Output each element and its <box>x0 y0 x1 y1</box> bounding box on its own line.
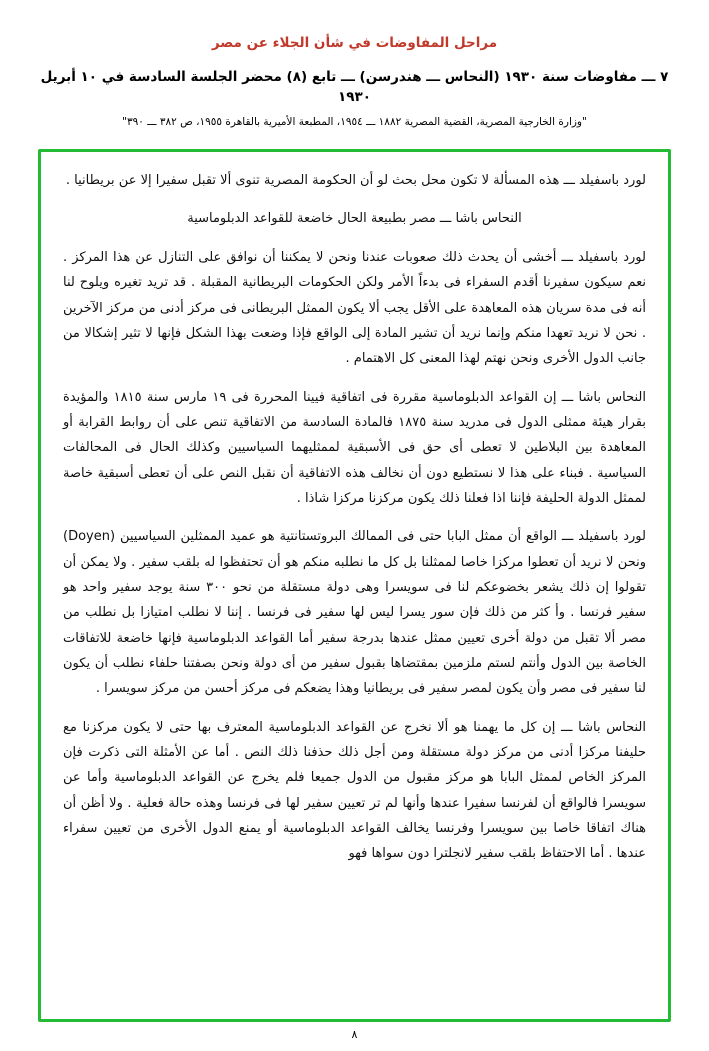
session-heading: ٧ ـــ مفاوضات سنة ١٩٣٠ (النحاس ـــ هندرسن) ـــ تابع (٨) محضر الجلسة السادسة في ١٠ أبريل ١٩٣٠ <box>40 68 669 106</box>
paragraph-nahas-pasha-3: النحاس باشا ـــ إن كل ما يهمنا هو ألا نخرج عن القواعد الدبلوماسية المعترف بها حتى لا يكون مركزنا مع حليفنا مركزا أدنى من مركز دولة مستقلة ومن أجل ذلك حذفنا ذلك النص . أما عن الأمثلة التى ذكرت فإن المركز الخاص لممثل البابا هو مركز مقبول من الدول جميعا فلم يخرج عن القواعد الدبلوماسية وأما عن سويسرا فالواقع أن لفرنسا سفيرا عندها وأنها لم تر تعيين سفير لها فى فرنسا وهذه حالة فعلية . ولا أظن أن هناك اتفاقا خاصا بين سويسرا وفرنسا يخالف القواعد الدبلوماسية أو يمنع الدول الأخرى من تعيين سفراء عندها . أما الاحتفاظ بلقب سفير لانجلترا دون سواها فهو <box>63 719 646 862</box>
page-header <box>28 34 681 145</box>
paragraph-lord-passfield-1: لورد باسفيلد ـــ هذه المسألة لا تكون محل بحث لو أن الحكومة المصرية تنوى ألا تقبل سفيرا إلا عن بريطانيا . <box>65 173 646 189</box>
page-title: مراحل المفاوضات في شأن الجلاء عن مصر <box>211 35 498 51</box>
source-citation: "وزارة الخارجية المصرية، القضية المصرية ١٨٨٢ ـــ ١٩٥٤، المطبعة الأميرية بالقاهرة ١٩٥٥، ص ٣٨٢ ـــ ٣٩٠" <box>122 116 587 129</box>
page-number: ٨ <box>351 1028 358 1041</box>
paragraph-nahas-pasha-2: النحاس باشا ـــ إن القواعد الدبلوماسية مقررة فى اتفاقية فيينا المحررة فى ١٩ مارس سنة ١٨١٥ والمؤيدة بقرار هيئة ممثلى الدول فى مدريد سنة ١٨٧٥ فالمادة السادسة من الاتفاقية تنص على أن روابط القرابة أو المعاهدة بين البلاطين لا تعطى أى حق فى الأسبقية لممثليهما السياسيين وكذلك الحال فى المحالفات السياسية . فبناء على هذا لا نستطيع دون أن نخالف هذه الاتفاقية أن نقبل النص على أن تعطى أسبقية خاصة لممثل الدولة الحليفة فإننا اذا فعلنا ذلك يكون مركزنا مركزا شاذا . <box>63 389 646 506</box>
paragraph-lord-passfield-2: لورد باسفيلد ـــ أخشى أن يحدث ذلك صعوبات عندنا ونحن لا يمكننا أن نوافق على التنازل عن هذا المركز . نعم سيكون سفيرنا أقدم السفراء فى بدءاً الأمر ولكن الحكومات البريطانية المقبلة . قد تريد تغيره ويلوح لنا أنه فى مدة سريان هذه المعاهدة على الأقل يجب ألا يكون الممثل البريطانى فى مركز أدنى من مركز الآخرين . نحن لا نريد تعهدا منكم وإنما نريد أن تشير المادة إلى الواقع فإذا وضعت بهذا الشكل فإنها لا تثير إشكالا من جانب الدول الأخرى ونحن نهتم لهذا المعنى كل الاهتمام . <box>63 249 646 367</box>
paragraph-lord-passfield-3: لورد باسفيلد ـــ الواقع أن ممثل البابا حتى فى الممالك البروتستانتية هو عميد الممثلين السياسيين (Doyen) ونحن لا نريد أن تعطوا مركزا خاصا لممثلنا بل كل ما نطلبه منكم هو أن تحتفظوا له بلقب سفير . ولا يمكن أن تقولوا إن ذلك يشعر بخضوعكم لنا فى سويسرا وهى دولة مستقلة من نحو ٣٠٠ سنة يوجد سفير واحد هو سفير فرنسا . وأ كثر من ذلك فإن سور يسرا ليس لها سفير فى فرنسا . إننا لا نطلب امتيازا بل نطلب من مصر ألا تقبل من دولة أخرى تعيين ممثل عندها بدرجة سفير أما القواعد الدبلوماسية فإنها خاضعة للاتفاقات الخاصة بين الدول وأنتم لستم ملزمين بمقتضاها بقبول سفير من أى دولة ونحن بصفتنا حلفاء نطلب أن يكون لنا سفير فى مصر وأن يكون لمصر سفير فى بريطانيا وهذا يضعكم فى مركز أحسن من مركز سويسرا . <box>63 529 646 697</box>
highlighted-text-box <box>38 149 671 1022</box>
paragraph-nahas-pasha-1: النحاس باشا ـــ مصر بطبيعة الحال خاضعة للقواعد الدبلوماسية <box>187 211 522 227</box>
